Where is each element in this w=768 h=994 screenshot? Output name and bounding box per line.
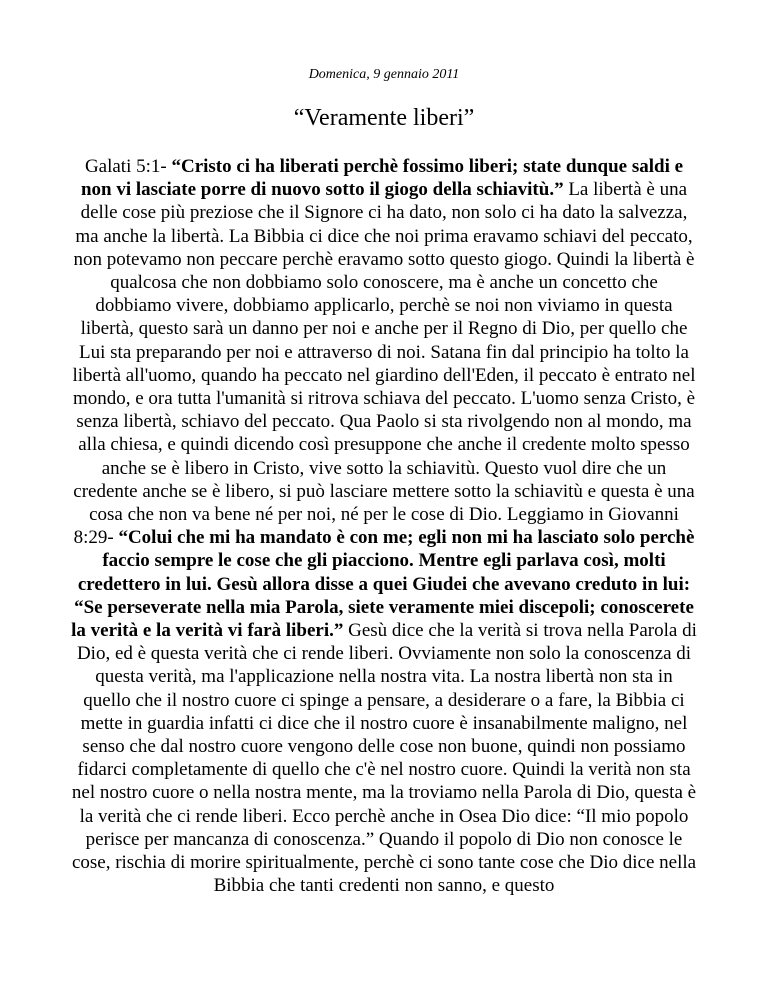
scripture-quote: “Cristo ci ha liberati perchè fossimo liberi; state dunque saldi e non vi lasciate porre di nuovo sotto il giogo della schiavitù.” <box>80 156 684 201</box>
document-page <box>70 0 698 898</box>
text-run: Gesù dice che la verità si trova nella Parola di Dio, ed è questa verità che ci rende liberi. Ovviamente non solo la conoscenza di questa verità, ma l'applicazione nella nostra vita. La nostra libertà non sta in quello che il nostro cuore ci spinge a pensare, a desiderare o a fare, la Bibbia ci mette in guardia infatti ci dice che il nostro cuore è insanabilmente maligno, nel senso che dal nostro cuore vengono delle cose non buone, quindi non possiamo fidarci completamente di quello che c'è nel nostro cuore. Quindi la verità non sta nel nostro cuore o nella nostra mente, ma la troviamo nella Parola di Dio, questa è la verità che ci rende liberi. Ecco perchè anche in Osea Dio dice: “Il mio popolo perisce per mancanza di conoscenza.” Quando il popolo di Dio non conosce le cose, rischia di morire spiritualmente, perchè ci sono tante cose che Dio dice nella Bibbia che tanti credenti non sanno, e questo <box>71 620 697 897</box>
text-run: La libertà è una delle cose più preziose che il Signore ci ha dato, non solo ci ha dato la salvezza, ma anche la libertà. La Bibbia ci dice che noi prima eravamo schiavi del peccato, non potevamo non peccare perchè eravamo sotto questo giogo. Quindi la libertà è qualcosa che non dobbiamo solo conoscere, ma è anche un concetto che dobbiamo vivere, dobbiamo applicarlo, perchè se noi non viviamo in questa libertà, questo sarà un danno per noi e anche per il Regno di Dio, per quello che Lui sta preparando per noi e attraverso di noi. Satana fin dal principio ha tolto la libertà all'uomo, quando ha peccato nel giardino dell'Eden, il peccato è entrato nel mondo, e ora tutta l'umanità si ritrova schiava del peccato. L'uomo senza Cristo, è senza libertà, schiavo del peccato. Qua Paolo si sta rivolgendo non al mondo, ma alla chiesa, e quindi dicendo così presuppone che anche il credente molto spesso anche se è libero in Cristo, vive sotto la schiavitù. Questo vuol dire che un credente anche se è libero, si può lasciare mettere sotto la schiavitù e questa è una cosa che non va bene né per noi, né per le cose di Dio. Leggiamo in Giovanni 8:29- <box>72 179 696 549</box>
document-title: “Veramente liberi” <box>293 105 475 131</box>
scripture-quote: “Colui che mi ha mandato è con me; egli non mi ha lasciato solo perchè faccio sempre le cose che gli piacciono. Mentre egli parlava così, molti credettero in lui. Gesù allora disse a quei Giudei che avevano creduto in lui: “Se perseverate nella mia Parola, siete veramente miei discepoli; conoscerete la verità e la verità vi farà liberi.” <box>71 527 695 642</box>
text-run: Galati 5:1- <box>84 156 172 177</box>
document-date: Domenica, 9 gennaio 2011 <box>308 67 460 82</box>
document-body <box>70 155 698 898</box>
